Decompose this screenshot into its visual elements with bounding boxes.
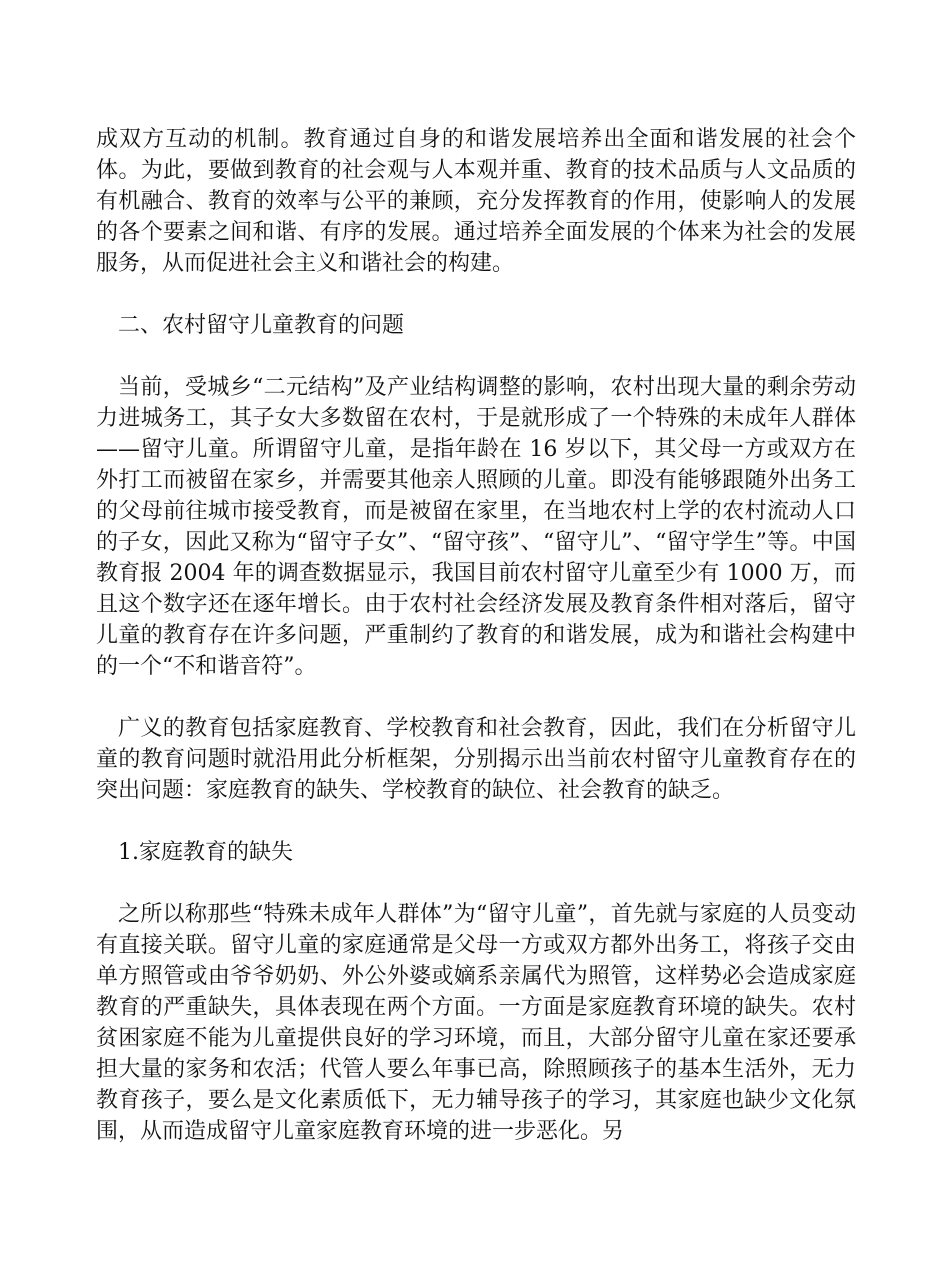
paragraph-family-education: 之所以称那些“特殊未成年人群体”为“留守儿童”，首先就与家庭的人员变动有直接关联。留守儿童的家庭通常是父母一方或双方都外出务工，将孩子交由单方照管或由爷爷奶奶、外公外婆或嫡系亲属代为照管，这样势必会造成家庭教育的严重缺失，具体表现在两个方面。一方面是家庭教育环境的缺失。农村贫困家庭不能为儿童提供良好的学习环境，而且，大部分留守儿童在家还要承担大量的家务和农活；代管人要么年事已高，除照顾孩子的基本生活外，无力教育孩子，要么是文化素质低下，无力辅导孩子的学习，其家庭也缺少文化氛围，从而造成留守儿童家庭教育环境的进一步恶化。另 (96, 902, 856, 1144)
section-heading-rural-left-behind-children: 二、农村留守儿童教育的问题 (118, 313, 405, 338)
paragraph-analysis-framework: 广义的教育包括家庭教育、学校教育和社会教育，因此，我们在分析留守儿童的教育问题时就沿用此分析框架，分别揭示出当前农村留守儿童教育存在的突出问题：家庭教育的缺失、学校教育的缺位、社会教育的缺乏。 (96, 716, 856, 803)
subsection-heading-family-education: 1.家庭教育的缺失 (118, 840, 293, 865)
paragraph-current-situation: 当前，受城乡“二元结构”及产业结构调整的影响，农村出现大量的剩余劳动力进城务工，其子女大多数留在农村，于是就形成了一个特殊的未成年人群体——留守儿童。所谓留守儿童，是指年龄在 16 岁以下，其父母一方或双方在外打工而被留在家乡，并需要其他亲人照顾的儿童。即没有能够跟随外出务工的父母前往城市接受教育，而是被留在家里，在当地农村上学的农村流动人口的子女，因此又称为“留守子女”、“留守孩”、“留守儿”、“留守学生”等。中国教育报 2004 年的调查数据显示，我国目前农村留守儿童至少有 1000 万，而且这个数字还在逐年增长。由于农村社会经济发展及教育条件相对落后，留守儿童的教育存在许多问题，严重制约了教育的和谐发展，成为和谐社会构建中的一个“不和谐音符”。 (96, 375, 856, 679)
paragraph-intro-continued: 成双方互动的机制。教育通过自身的和谐发展培养出全面和谐发展的社会个体。为此，要做到教育的社会观与人本观并重、教育的技术品质与人文品质的有机融合、教育的效率与公平的兼顾，充分发挥教育的作用，使影响人的发展的各个要素之间和谐、有序的发展。通过培养全面发展的个体来为社会的发展服务，从而促进社会主义和谐社会的构建。 (96, 127, 856, 276)
document-page (96, 124, 856, 1178)
